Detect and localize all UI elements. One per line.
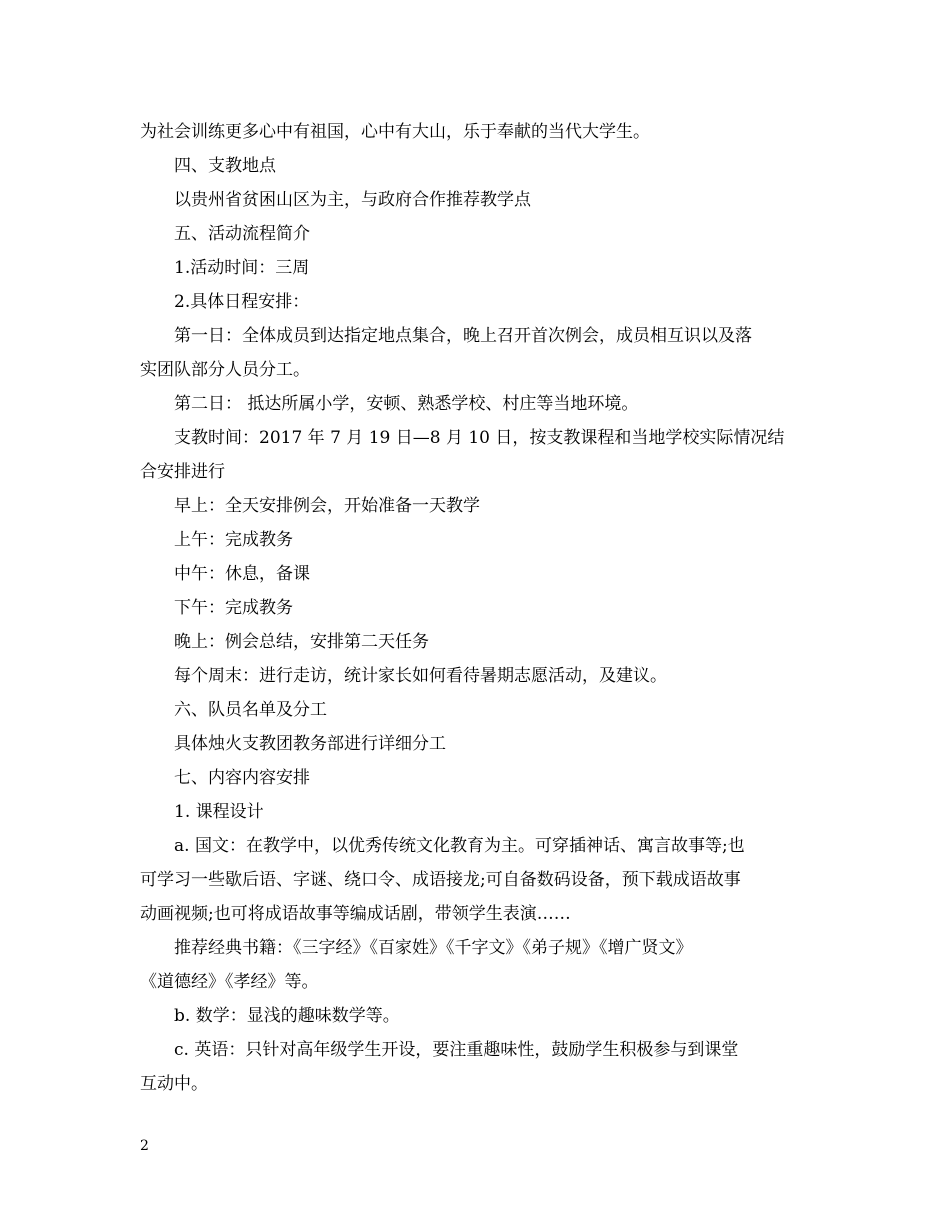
text-line: c. 英语：只针对高年级学生开设，要注重趣味性，鼓励学生积极参与到课堂 <box>174 1040 739 1060</box>
text-line: 下午：完成教务 <box>174 598 293 618</box>
text-line: 可学习一些歇后语、字谜、绕口令、成语接龙;可自备数码设备，预下载成语故事 <box>140 870 741 890</box>
text-line: 五、活动流程简介 <box>174 224 310 244</box>
text-line: 动画视频;也可将成语故事等编成话剧，带领学生表演…… <box>140 904 571 924</box>
text-line: 七、内容内容安排 <box>174 768 310 788</box>
text-line: 实团队部分人员分工。 <box>140 360 310 380</box>
text-line: 互动中。 <box>140 1074 208 1094</box>
text-line: 以贵州省贫困山区为主，与政府合作推荐教学点 <box>174 190 531 210</box>
text-line: a. 国文：在教学中，以优秀传统文化教育为主。可穿插神话、寓言故事等;也 <box>174 836 745 856</box>
text-line: 1. 课程设计 <box>174 802 264 822</box>
text-line: 上午：完成教务 <box>174 530 293 550</box>
page-number: 2 <box>140 1138 149 1154</box>
body-text <box>140 115 812 1101</box>
text-line: 四、支教地点 <box>174 156 276 176</box>
text-line: 为社会训练更多心中有祖国，心中有大山，乐于奉献的当代大学生。 <box>140 122 650 142</box>
text-line: 早上：全天安排例会，开始准备一天教学 <box>174 496 480 516</box>
text-line: 2.具体日程安排： <box>174 292 310 312</box>
text-line: 第二日： 抵达所属小学，安顿、熟悉学校、村庄等当地环境。 <box>174 394 639 414</box>
text-line: 第一日：全体成员到达指定地点集合，晚上召开首次例会，成员相互识以及落 <box>174 326 752 346</box>
text-line: b. 数学：显浅的趣味数学等。 <box>174 1006 400 1026</box>
text-line: 六、队员名单及分工 <box>174 700 327 720</box>
text-line: 晚上：例会总结，安排第二天任务 <box>174 632 429 652</box>
text-line: 支教时间：2017 年 7 月 19 日—8 月 10 日，按支教课程和当地学校实际情况结 <box>174 428 785 448</box>
text-line: 中午：休息，备课 <box>174 564 310 584</box>
text-line: 1.活动时间：三周 <box>174 258 310 278</box>
text-line: 具体烛火支教团教务部进行详细分工 <box>174 734 446 754</box>
text-line: 《道德经》《孝经》等。 <box>140 972 319 992</box>
text-line: 推荐经典书籍：《三字经》《百家姓》《千字文》《弟子规》《增广贤文》 <box>174 938 693 958</box>
text-line: 每个周末：进行走访，统计家长如何看待暑期志愿活动，及建议。 <box>174 666 667 686</box>
text-line: 合安排进行 <box>140 462 225 482</box>
